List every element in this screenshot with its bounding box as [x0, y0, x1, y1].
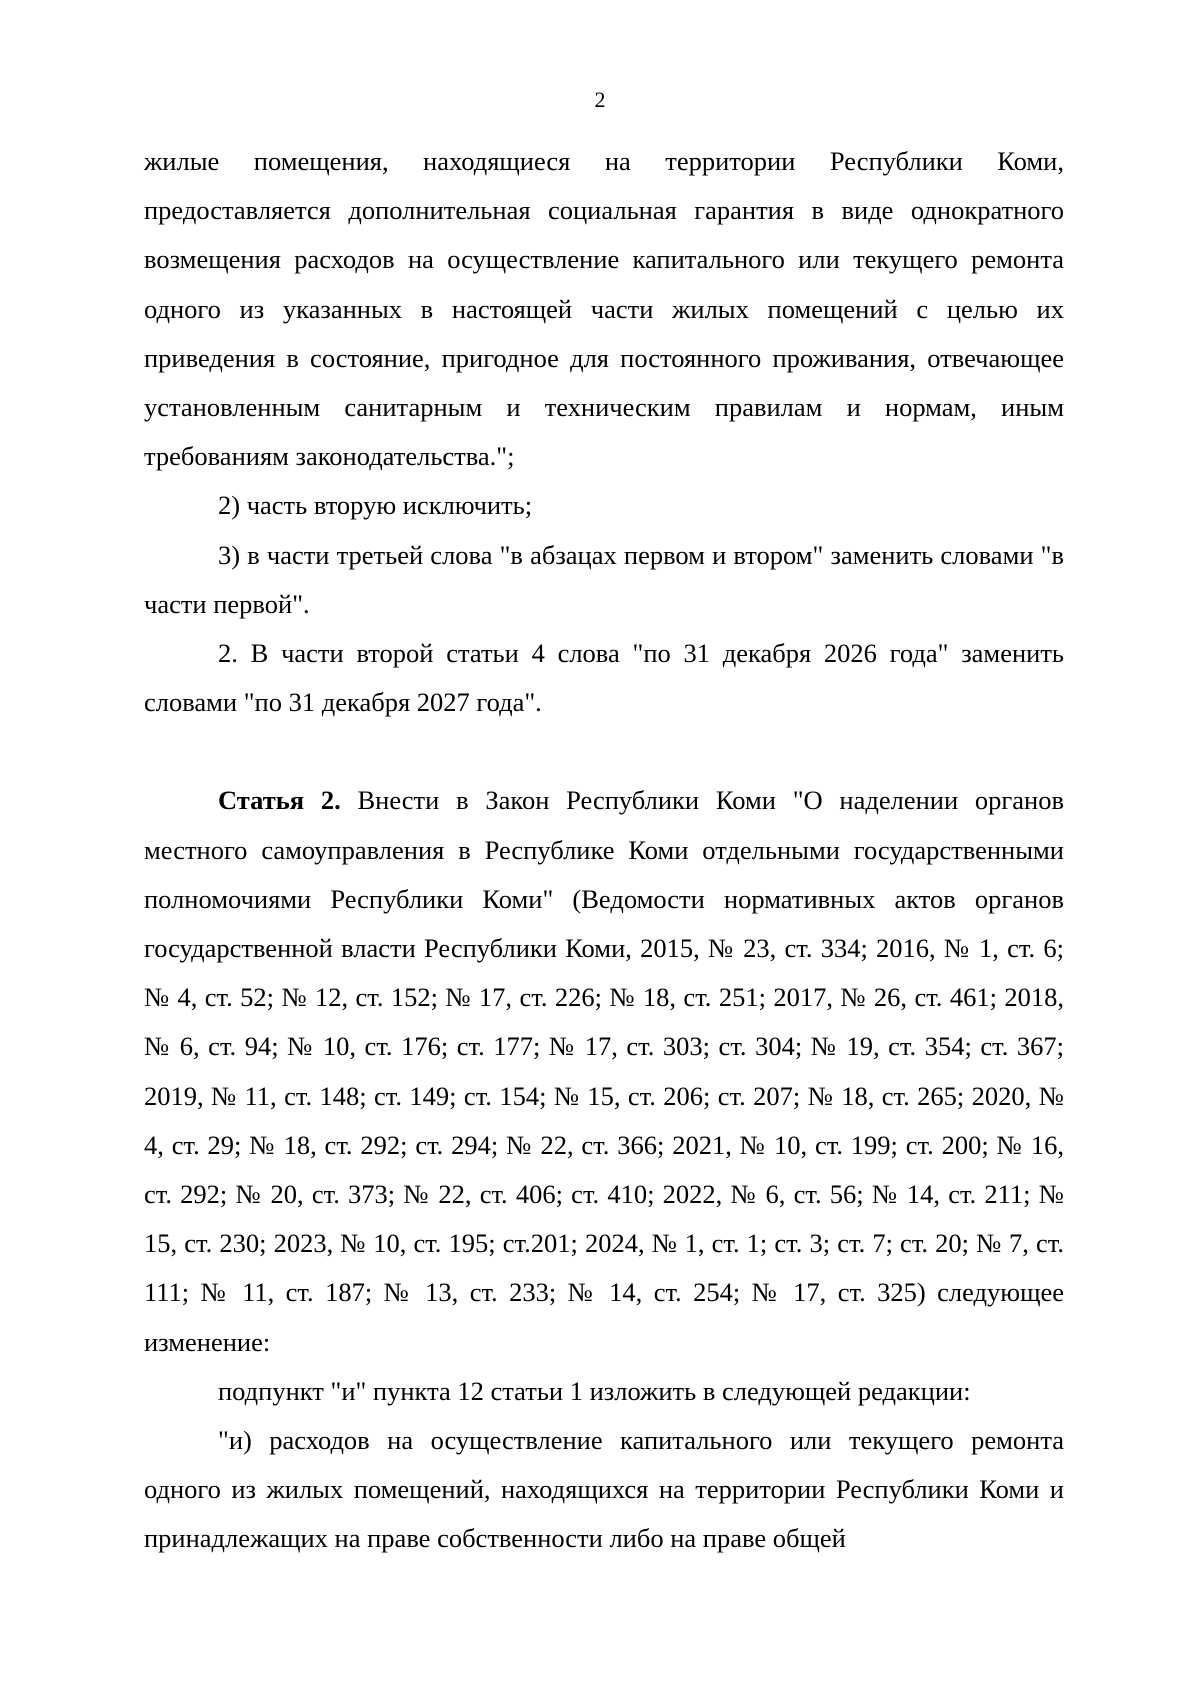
paragraph-point-2: 2. В части второй статьи 4 слова "по 31 декабря 2026 года" заменить словами "по 31 декабря 2027 года". — [144, 638, 1064, 718]
paragraph-continuation: жилые помещения, находящиеся на территории Республики Коми, предоставляется дополнительная социальная гарантия в виде однократного возмещения расходов на осуществление капитального или текущего ремонта одного из указанных в настоящей части жилых помещений с целью их приведения в состояние, пригодное для постоянного проживания, отвечающее установленным санитарным и техническим правилам и нормам, иным требованиям законодательства."; — [144, 146, 1064, 472]
article-2-text: Внести в Закон Республики Коми "О наделении органов местного самоуправления в Республике Коми отдельными государственными полномочиями Республики Коми" (Ведомости нормативных актов органов государственной власти Республики Коми, 2015, № 23, ст. 334; 2016, № 1, ст. 6; № 4, ст. 52; № 12, ст. 152; № 17, ст. 226; № 18, ст. 251; 2017, № 26, ст. 461; 2018, № 6, ст. 94; № 10, ст. 176; ст. 177; № 17, ст. 303; ст. 304; № 19, ст. 354; ст. 367; 2019, № 11, ст. 148; ст. 149; ст. 154; № 15, ст. 206; ст. 207; № 18, ст. 265; 2020, № 4, ст. 29; № 18, ст. 292; ст. 294; № 22, ст. 366; 2021, № 10, ст. 199; ст. 200; № 16, ст. 292; № 20, ст. 373; № 22, ст. 406; ст. 410; 2022, № 6, ст. 56; № 14, ст. 211; № 15, ст. 230; 2023, № 10, ст. 195; ст.201; 2024, № 1, ст. 1; ст. 3; ст. 7; ст. 20; № 7, ст. 111; № 11, ст. 187; № 13, ст. 233; № 14, ст. 254; № 17, ст. 325) следующее изменение: — [144, 785, 1065, 1357]
paragraph-spacer — [144, 727, 1064, 776]
article-2-label: Статья 2. — [218, 785, 341, 816]
paragraph-item-2: 2) часть вторую исключить; — [218, 490, 533, 521]
page-number: 2 — [594, 87, 606, 112]
document-body — [144, 137, 1064, 1564]
paragraph-subitem-instruction: подпункт "и" пункта 12 статьи 1 изложить в следующей редакции: — [218, 1375, 971, 1406]
paragraph-item-3: 3) в части третьей слова "в абзацах первом и втором" заменить словами "в части первой". — [144, 539, 1064, 619]
article-2-paragraph — [144, 776, 1064, 1366]
paragraph-new-wording: "и) расходов на осуществление капитального или текущего ремонта одного из жилых помещений, находящихся на территории Республики Коми и принадлежащих на праве собственности либо на праве общей — [144, 1425, 1064, 1554]
